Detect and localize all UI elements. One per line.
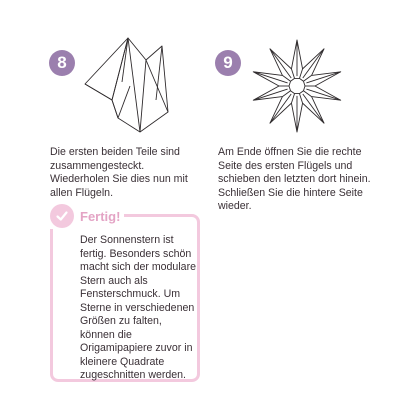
step-8-text: Die ersten beiden Teile sind zusammengesteckt. Wiederholen Sie dies nun mit allen Flügeln. (50, 146, 188, 199)
fertig-title: Fertig! (80, 208, 121, 224)
step-9-text: Am Ende öffnen Sie die rechte Seite des ersten Flügels und schieben den letzten dort hinein. Schließen Sie die hintere Seite wieder. (218, 146, 371, 212)
fertig-header (50, 203, 124, 229)
step-8-badge: 8 (49, 50, 75, 76)
step-9-badge: 9 (215, 50, 241, 76)
fertig-text: Der Sonnenstern ist fertig. Besonders schön macht sich der modulare Stern auch als Fensterschmuck. Um Sterne in verschiedenen Größen zu falten, können die Origamipapiere zuvor in kleinere Quadrate zugeschnitten werden. (80, 234, 196, 381)
check-icon (50, 204, 74, 228)
